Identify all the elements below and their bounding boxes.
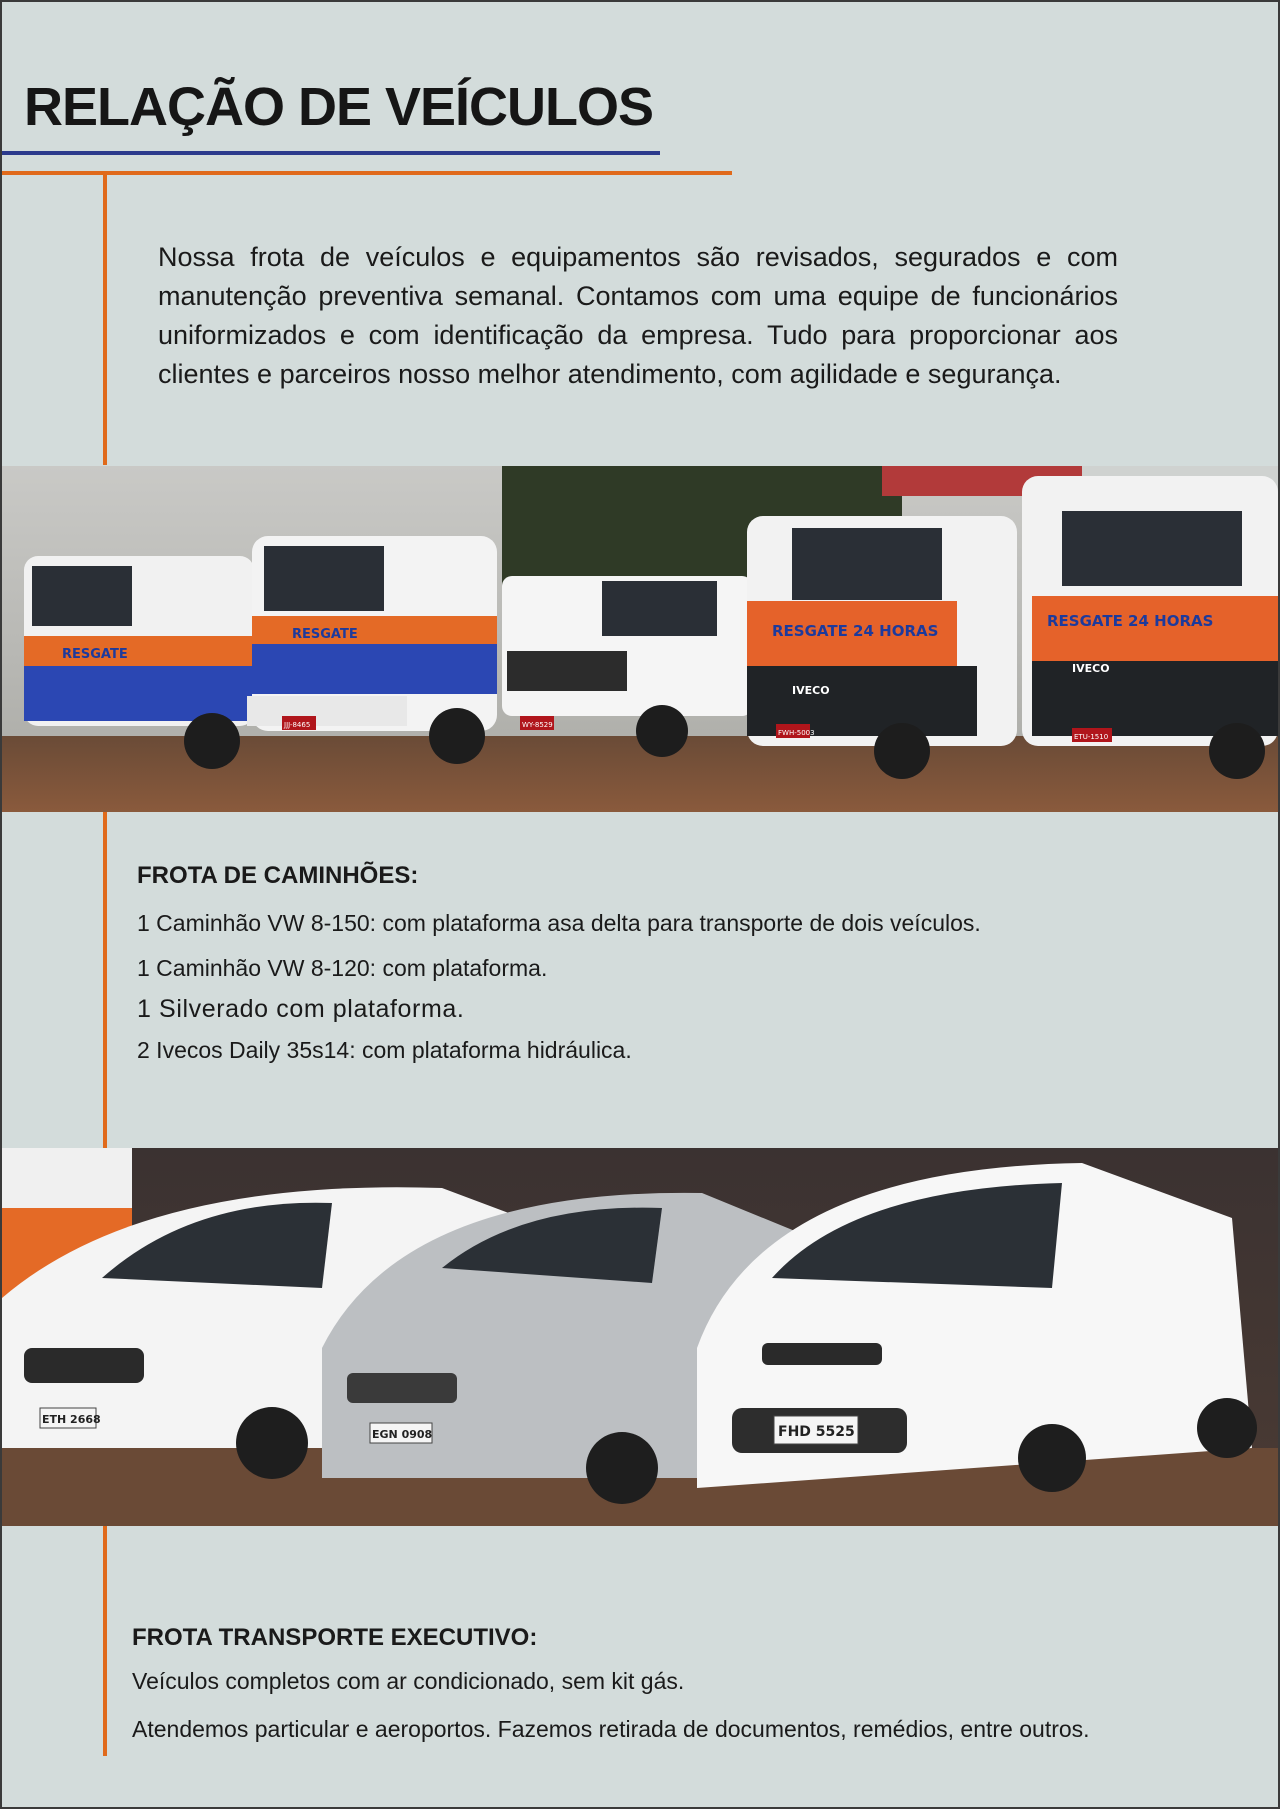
car-plate-1: ETH 2668: [42, 1413, 101, 1426]
car-plate-2: EGN 0908: [372, 1428, 433, 1441]
truck-plate-2: WY-8529: [522, 721, 553, 729]
executive-item: Atendemos particular e aeroportos. Fazemos retirada de documentos, remédios, entre outros.: [132, 1716, 1090, 1742]
trucks-item: 2 Ivecos Daily 35s14: com plataforma hidráulica.: [137, 1037, 632, 1063]
truck-label-4: RESGATE 24 HORAS: [1047, 612, 1214, 630]
accent-vertical-line: [103, 812, 107, 1148]
trucks-item: 1 Caminhão VW 8-120: com plataforma.: [137, 955, 548, 981]
title-underline-orange: [2, 171, 732, 175]
trucks-item: 1 Silverado com plataforma.: [137, 995, 465, 1023]
truck-plate-1: JJJ-8465: [284, 721, 311, 729]
intro-paragraph: Nossa frota de veículos e equipamentos são revisados, segurados e com manutenção preventiva semanal. Contamos com uma equipe de funcionários uniformizados e com identificação da empresa. Tudo para proporcionar aos clientes e parceiros nosso melhor atendimento, com agilidade e segurança.: [158, 242, 1118, 389]
accent-vertical-line: [103, 1526, 107, 1756]
tow-trucks-photo: [2, 466, 1278, 812]
truck-plate-3: FWH-5003: [778, 729, 815, 737]
executive-cars-photo: [2, 1148, 1278, 1526]
page-title: RELAÇÃO DE VEÍCULOS: [24, 77, 654, 137]
car-plate-3: FHD 5525: [778, 1424, 855, 1440]
truck-badge-1: IVECO: [792, 684, 830, 697]
executive-section-title: FROTA TRANSPORTE EXECUTIVO:: [132, 1624, 538, 1651]
trucks-section-title: FROTA DE CAMINHÕES:: [137, 862, 419, 889]
trucks-item: 1 Caminhão VW 8-150: com plataforma asa delta para transporte de dois veículos.: [137, 910, 981, 936]
title-underline-blue: [2, 151, 660, 155]
truck-label-3: RESGATE 24 HORAS: [772, 622, 939, 640]
truck-badge-2: IVECO: [1072, 662, 1110, 675]
truck-label-2: RESGATE: [292, 627, 358, 642]
accent-vertical-line: [103, 175, 107, 465]
truck-plate-4: ETU-1510: [1074, 733, 1109, 741]
truck-label-1: RESGATE: [62, 647, 128, 662]
executive-item: Veículos completos com ar condicionado, sem kit gás.: [132, 1668, 685, 1694]
